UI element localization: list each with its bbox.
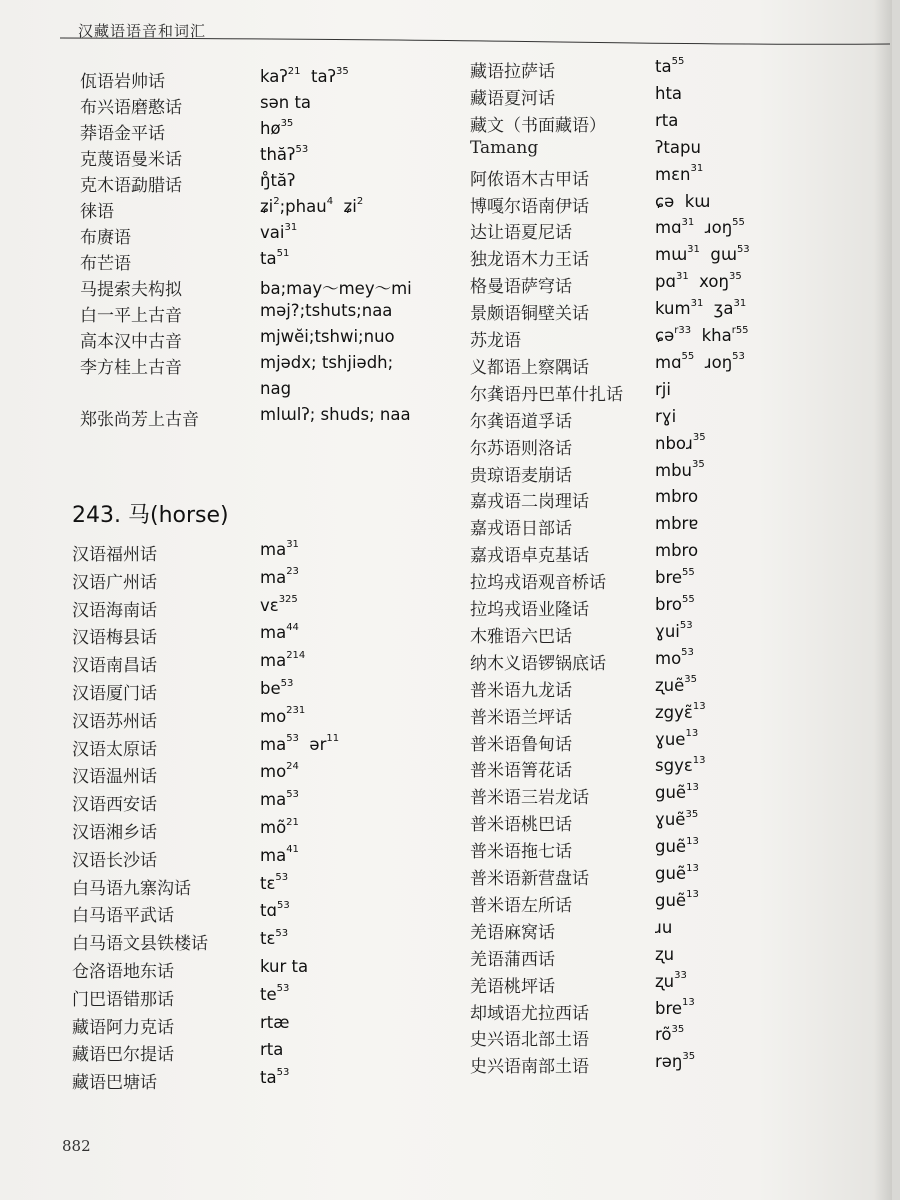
- transcription: ba;may～mey～mi: [260, 279, 412, 298]
- entry-row: [0, 999, 892, 1025]
- transcription: mɯ$^{31}$ gɯ$^{53}$: [655, 243, 750, 265]
- language-name: 藏文（书面藏语）: [470, 115, 606, 136]
- entry-row: [0, 218, 892, 244]
- language-name: 史兴语南部土语: [470, 1057, 589, 1078]
- transcription: $mo^{231}$: [260, 705, 306, 726]
- entry-row: [0, 703, 892, 729]
- transcription: mjədx; tshjiədh;: [260, 353, 394, 372]
- transcription: thăʔ$^{53}$: [260, 143, 309, 164]
- transcription: mɛn$^{31}$: [655, 163, 704, 184]
- section-title: 马(horse): [127, 503, 229, 528]
- running-header-title: 汉藏语语音和词汇: [78, 22, 207, 40]
- transcription: $ma^{53}$: [260, 788, 299, 810]
- transcription: mjwĕi;tshwi;nuo: [260, 327, 395, 346]
- entry-row: [0, 568, 892, 594]
- transcription: mbrɐ: [655, 514, 699, 534]
- transcription: $ma^{41}$: [260, 844, 299, 865]
- language-name: 汉语厦门话: [72, 684, 157, 704]
- transcription: ɕə kɯ: [655, 191, 711, 211]
- transcription: $ta^{53}$: [260, 1066, 290, 1088]
- language-name: 羌语麻窝话: [470, 922, 555, 943]
- language-name: 木雅语六巴话: [470, 626, 572, 647]
- transcription: mɑ$^{55}$ ɹoŋ$^{53}$: [655, 351, 745, 372]
- transcription: rji: [655, 379, 671, 399]
- entry-row: [0, 380, 892, 406]
- entry-row: [0, 84, 892, 110]
- language-name: 仓洛语地东话: [72, 962, 174, 982]
- language-name: 普米语拖七话: [470, 842, 572, 863]
- language-name: Tamang: [470, 137, 539, 158]
- entry-row: [0, 165, 892, 191]
- transcription: vai$^{31}$: [260, 221, 298, 242]
- entry-row: [0, 57, 892, 83]
- entry-row: [0, 272, 892, 298]
- language-name: 白马语平武话: [72, 906, 174, 927]
- entry-row: [0, 622, 892, 648]
- language-name: 普米语左所话: [470, 895, 572, 916]
- transcription: kum$^{31}$ ʒa$^{31}$: [655, 297, 747, 319]
- entry-row: [0, 192, 892, 218]
- transcription: bre$^{55}$: [655, 566, 695, 588]
- language-name: 嘉戎语二岗理话: [470, 492, 589, 513]
- language-name: 贵琼语麦崩话: [470, 465, 572, 486]
- language-name: 尔龚语道孚话: [470, 411, 572, 432]
- transcription: rtæ: [260, 1012, 290, 1032]
- entry-row: [0, 326, 892, 352]
- transcription: pɑ$^{31}$ xoŋ$^{35}$: [655, 270, 742, 292]
- language-name: 郑张尚芳上古音: [80, 410, 199, 430]
- entry-row: [0, 487, 892, 513]
- language-name: 门巴语错那话: [72, 989, 174, 1010]
- section-number: 243.: [72, 503, 121, 528]
- transcription: $mo^{24}$: [260, 760, 299, 782]
- transcription: rta: [260, 1040, 284, 1060]
- entry-row: [0, 864, 892, 890]
- transcription: rəŋ$^{35}$: [655, 1050, 696, 1072]
- language-name: 布兴语磨憨话: [80, 98, 182, 118]
- entry-row: [0, 407, 892, 433]
- transcription: kur ta: [260, 957, 309, 976]
- transcription: sgyɛ$^{13}$: [655, 754, 706, 776]
- transcription: $ta^{55}$: [655, 55, 685, 76]
- language-name: 博嘎尔语南伊话: [470, 196, 589, 217]
- transcription: guẽ$^{13}$: [655, 889, 699, 910]
- entry-row: [0, 972, 892, 998]
- language-name: 独龙语木力王话: [470, 250, 589, 271]
- language-name: 藏语拉萨话: [470, 62, 555, 82]
- entry-row: [0, 676, 892, 702]
- transcription: ʐu: [655, 944, 675, 964]
- language-name: 拉坞戎语观音桥话: [470, 573, 606, 594]
- language-name: 嘉戎语日部话: [470, 519, 572, 540]
- language-name: 羌语蒲西话: [470, 949, 555, 970]
- transcription: ɣui$^{53}$: [655, 620, 693, 641]
- transcription: bro$^{55}$: [655, 593, 695, 614]
- language-name: 布芒语: [80, 254, 131, 274]
- transcription: ɣuẽ$^{35}$: [655, 808, 699, 830]
- transcription: tɑ$^{53}$: [260, 899, 290, 921]
- transcription: guẽ$^{13}$: [655, 781, 699, 803]
- language-name: 普米语兰坪话: [470, 707, 572, 728]
- transcription: guẽ$^{13}$: [655, 862, 699, 883]
- language-name: 却域语尤拉西话: [470, 1003, 589, 1024]
- transcription: $ma^{23}$: [260, 566, 299, 587]
- transcription: $mõ^{21}$: [260, 816, 299, 837]
- language-name: 汉语太原话: [72, 739, 157, 760]
- entry-row: [0, 353, 892, 379]
- entry-row: [0, 245, 892, 271]
- language-name: 汉语福州话: [72, 545, 157, 565]
- entry-row: [0, 891, 892, 917]
- transcription: $be^{53}$: [260, 677, 294, 698]
- language-name: 汉语南昌话: [72, 656, 157, 677]
- language-name: 汉语温州话: [72, 767, 157, 788]
- language-name: 拉坞戎语业隆话: [470, 600, 589, 620]
- transcription: mɑ$^{31}$ ɹoŋ$^{55}$: [655, 216, 745, 238]
- transcription: ɹu: [655, 917, 673, 937]
- language-name: 汉语苏州话: [72, 711, 157, 732]
- transcription: ʐuẽ$^{35}$: [655, 674, 698, 695]
- transcription: $ta^{51}$: [260, 247, 290, 268]
- language-name: 尔苏语则洛话: [470, 438, 572, 459]
- entry-row: [0, 514, 892, 540]
- language-name: 苏龙语: [470, 331, 521, 351]
- transcription: rɣi: [655, 406, 677, 426]
- language-name: 史兴语北部土语: [470, 1030, 589, 1051]
- language-name: 莽语金平话: [80, 124, 165, 144]
- transcription: $ma^{214}$: [260, 649, 306, 671]
- entry-row: [0, 945, 892, 971]
- language-name: 李方桂上古音: [80, 358, 182, 378]
- entry-row: [0, 538, 892, 567]
- language-name: 汉语长沙话: [72, 850, 157, 871]
- transcription: $mo^{53}$: [655, 647, 694, 668]
- language-name: 普米语箐花话: [470, 761, 572, 782]
- language-name: 克蔑语曼米话: [80, 150, 182, 170]
- language-name: 普米语三岩龙话: [470, 788, 589, 809]
- language-name: 藏语阿力克话: [72, 1017, 174, 1038]
- header-rule: [60, 36, 890, 46]
- language-name: 普米语桃巴话: [470, 815, 572, 836]
- entry-row: [0, 783, 892, 809]
- transcription: rta: [655, 110, 679, 130]
- language-name: 景颇语铜壁关话: [470, 304, 589, 325]
- language-name: 汉语湘乡话: [72, 823, 157, 843]
- entry-row: [0, 649, 892, 675]
- transcription: $ma^{44}$: [260, 621, 299, 643]
- language-name: 普米语鲁甸话: [470, 734, 572, 755]
- language-name: 尔龚语丹巴革什扎话: [470, 384, 623, 405]
- language-name: 布赓语: [80, 228, 131, 248]
- transcription: mlɯlʔ; shuds; naa: [260, 405, 411, 424]
- language-name: 藏语巴塘话: [72, 1073, 157, 1094]
- language-name: 白马语九寨沟话: [72, 878, 191, 899]
- language-name: 高本汉中古音: [80, 332, 182, 352]
- transcription: mbro: [655, 541, 699, 561]
- transcription: tɛ$^{53}$: [260, 927, 289, 949]
- entry-row: [0, 1025, 892, 1051]
- transcription: kaʔ$^{21}$ taʔ$^{35}$: [260, 65, 349, 86]
- transcription: $te^{53}$: [260, 983, 290, 1004]
- transcription: $ma^{53}$ ər$^{11}$: [260, 733, 340, 754]
- entry-row: [0, 434, 892, 460]
- language-name: 佤语岩帅话: [80, 72, 165, 92]
- transcription: bre$^{13}$: [655, 997, 695, 1018]
- entry-row: [0, 730, 892, 756]
- entry-row: [0, 111, 892, 137]
- transcription: ɕə$^{r33}$ kha$^{r55}$: [655, 324, 749, 345]
- transcription: $ma^{31}$: [260, 538, 299, 559]
- transcription: $hø^{35}$: [260, 117, 294, 138]
- language-name: 达让语夏尼话: [470, 223, 572, 244]
- language-name: 白马语文县铁楼话: [72, 934, 208, 955]
- transcription: ʔtapu: [655, 137, 701, 157]
- language-name: 阿侬语木古甲话: [470, 169, 589, 190]
- language-name: 格曼语萨穹话: [470, 277, 572, 298]
- transcription: sən ta: [260, 93, 312, 112]
- language-name: 义都语上察隅话: [470, 357, 589, 378]
- transcription: ɣue$^{13}$: [655, 728, 699, 749]
- language-name: 汉语广州话: [72, 572, 157, 593]
- language-name: 马提索夫构拟: [80, 280, 182, 300]
- transcription: mbro: [655, 487, 699, 507]
- entry-row: [0, 756, 892, 782]
- language-name: 徕语: [80, 202, 114, 222]
- transcription: ʑi$^2$;phau$^4$ ʑi$^2$: [260, 195, 364, 216]
- language-name: 藏语夏河话: [470, 88, 555, 109]
- transcription: guẽ$^{13}$: [655, 835, 699, 857]
- entry-row: [0, 299, 892, 325]
- transcription: nag: [260, 379, 292, 398]
- transcription: nboɹ$^{35}$: [655, 432, 706, 453]
- transcription: zgyɛ̃$^{13}$: [655, 701, 706, 722]
- language-name: 克木语勐腊话: [80, 176, 182, 196]
- transcription: tɛ$^{53}$: [260, 872, 289, 893]
- entry-row: [0, 1052, 892, 1078]
- entry-row: [0, 138, 892, 164]
- language-name: 汉语海南话: [72, 600, 157, 621]
- transcription: $rõ^{35}$: [655, 1023, 685, 1045]
- language-name: 汉语梅县话: [72, 628, 157, 649]
- transcription: hta: [655, 83, 683, 103]
- language-name: 羌语桃坪话: [470, 976, 555, 997]
- language-name: 普米语新营盘话: [470, 869, 589, 889]
- entry-row: [0, 810, 892, 836]
- entry-row: [0, 461, 892, 487]
- language-name: 纳木义语锣锅底话: [470, 653, 606, 674]
- language-name: 白一平上古音: [80, 306, 182, 326]
- entry-row: [0, 595, 892, 621]
- language-name: 普米语九龙话: [470, 680, 572, 701]
- language-name: 汉语西安话: [72, 795, 157, 816]
- language-name: 藏语巴尔提话: [72, 1045, 174, 1066]
- page-number: 882: [62, 1137, 91, 1155]
- transcription: məj?;tshuts;naa: [260, 301, 393, 320]
- transcription: ŋ̊tăʔ: [260, 171, 296, 190]
- language-name: 嘉戎语卓克基话: [470, 546, 589, 567]
- transcription: ʐu$^{33}$: [655, 970, 687, 991]
- transcription: vɛ$^{325}$: [260, 594, 298, 615]
- entry-row: [0, 918, 892, 944]
- transcription: mbu$^{35}$: [655, 459, 705, 480]
- entry-row: [0, 837, 892, 863]
